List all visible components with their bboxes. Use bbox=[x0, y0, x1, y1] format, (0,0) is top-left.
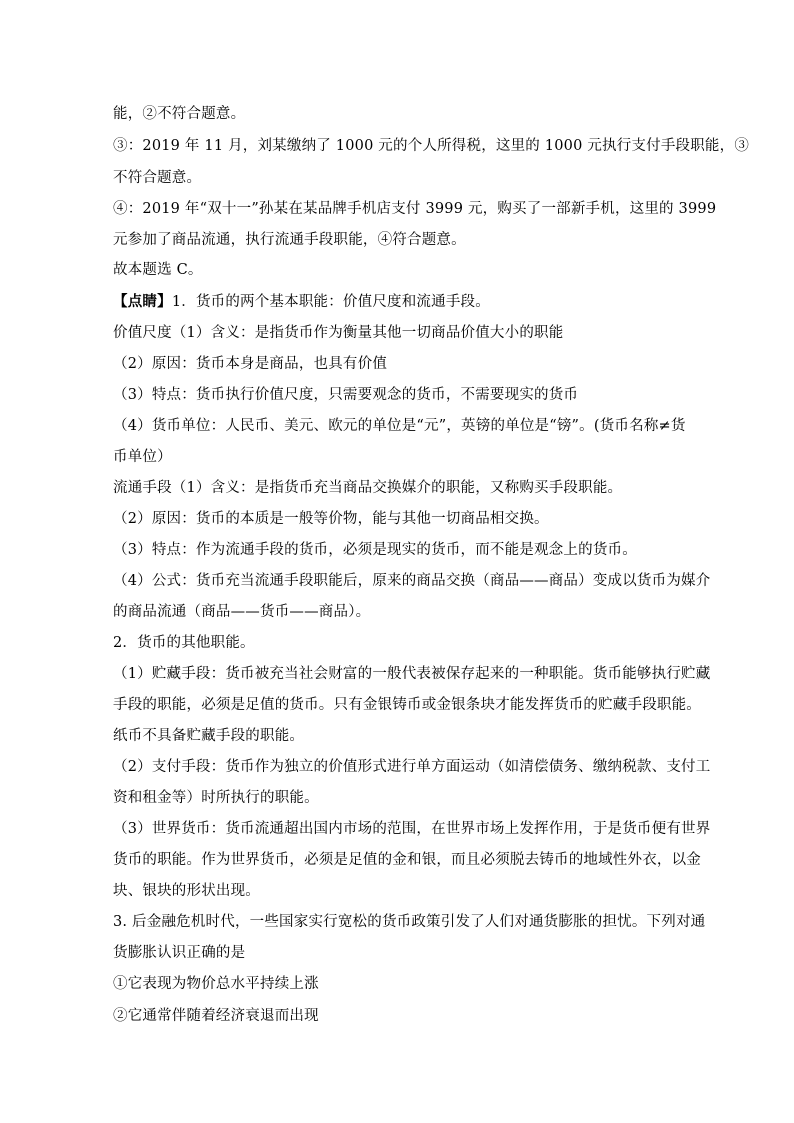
text-line: 故本题选 C。 bbox=[113, 262, 203, 278]
key-point-text: 1．货币的两个基本职能：价值尺度和流通手段。 bbox=[171, 294, 490, 310]
text-line: （2）原因：货币本身是商品，也具有价值 bbox=[113, 356, 388, 372]
text-line: （1）贮藏手段：货币被充当社会财富的一般代表被保存起来的一种职能。货币能够执行贮藏 bbox=[113, 666, 711, 682]
text-line: （2）支付手段：货币作为独立的价值形式进行单方面运动（如清偿债务、缴纳税款、支付工 bbox=[113, 759, 711, 775]
text-line: 资和租金等）时所执行的职能。 bbox=[113, 790, 319, 806]
text-line: ④：2019 年“双十一”孙某在某品牌手机店支付 3999 元，购买了一部新手机，这里的 3999 bbox=[113, 201, 717, 217]
question-line: 货膨胀认识正确的是 bbox=[113, 945, 246, 961]
text-line: 纸币不具备贮藏手段的职能。 bbox=[113, 728, 305, 744]
text-line: 块、银块的形状出现。 bbox=[113, 883, 260, 899]
text-line: （2）原因：货币的本质是一般等价物，能与其他一切商品相交换。 bbox=[113, 511, 549, 527]
text-line: （3）特点：作为流通手段的货币，必须是现实的货币，而不能是观念上的货币。 bbox=[113, 542, 637, 558]
option-line: ②它通常伴随着经济衰退而出现 bbox=[113, 1008, 319, 1024]
text-line: 货币的职能。作为世界货币，必须是足值的金和银，而且必须脱去铸币的地域性外衣，以金 bbox=[113, 852, 701, 868]
text-line: （4）货币单位：人民币、美元、欧元的单位是“元”，英镑的单位是“镑”。(货币名称≠货 bbox=[113, 418, 686, 434]
text-line: 不符合题意。 bbox=[113, 170, 202, 186]
key-point-label: 【点睛】 bbox=[113, 293, 172, 310]
text-line: （4）公式：货币充当流通手段职能后，原来的商品交换（商品——商品）变成以货币为媒介 bbox=[113, 573, 711, 589]
key-point-line bbox=[113, 292, 693, 312]
text-line: ③：2019 年 11 月，刘某缴纳了 1000 元的个人所得税，这里的 1000 元执行支付手段职能，③ bbox=[113, 138, 750, 154]
text-line: 手段的职能，必须是足值的货币。只有金银铸币或金银条块才能发挥货币的贮藏手段职能。 bbox=[113, 697, 701, 713]
option-line: ①它表现为物价总水平持续上涨 bbox=[113, 976, 319, 992]
text-line: 的商品流通（商品——货币——商品）。 bbox=[113, 604, 371, 620]
question-line: 3. 后金融危机时代，一些国家实行宽松的货币政策引发了人们对通货膨胀的担忧。下列对通 bbox=[113, 914, 706, 930]
text-line: （3）特点：货币执行价值尺度，只需要观念的货币，不需要现实的货币 bbox=[113, 387, 579, 403]
text-line: 能，②不符合题意。 bbox=[113, 106, 246, 122]
text-line: 币单位） bbox=[113, 449, 172, 465]
text-line: （3）世界货币：货币流通超出国内市场的范围，在世界市场上发挥作用，于是货币便有世界 bbox=[113, 821, 711, 837]
text-line: 2．货币的其他职能。 bbox=[113, 635, 255, 651]
text-line: 流通手段（1）含义：是指货币充当商品交换媒介的职能，又称购买手段职能。 bbox=[113, 480, 623, 496]
text-line: 元参加了商品流通，执行流通手段职能，④符合题意。 bbox=[113, 232, 466, 248]
text-line: 价值尺度（1）含义：是指货币作为衡量其他一切商品价值大小的职能 bbox=[113, 325, 564, 341]
